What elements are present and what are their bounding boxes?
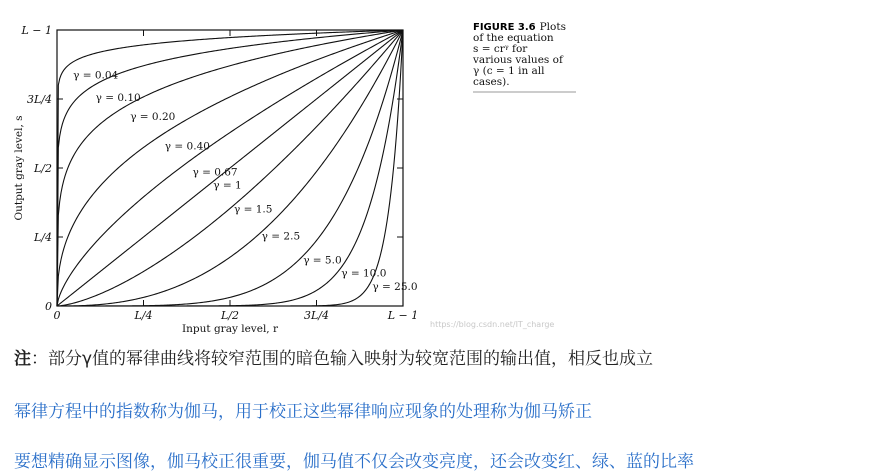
gamma-label: γ = 1.5 <box>234 203 273 216</box>
y-tick-label: L/4 <box>33 231 52 244</box>
y-tick-label: 0 <box>45 300 52 313</box>
x-tick-label: L/4 <box>134 309 153 322</box>
caption-head: FIGURE 3.6 <box>473 22 536 33</box>
note-line-1 <box>14 344 653 369</box>
caption-line-4: γ (c = 1 in all <box>473 65 545 77</box>
gamma-label: γ = 0.20 <box>130 110 176 123</box>
y-tick-label: L/2 <box>33 162 52 175</box>
plot-area <box>13 24 418 335</box>
gamma-label: γ = 1 <box>213 179 242 192</box>
caption-line-3: various values of <box>473 54 563 66</box>
gamma-label: γ = 25.0 <box>372 281 418 294</box>
note-line-2: 幂律方程中的指数称为伽马，用于校正这些幂律响应现象的处理称为伽马矫正 <box>14 402 592 422</box>
gamma-label: γ = 0.04 <box>73 69 119 82</box>
figure-caption <box>472 21 576 92</box>
gamma-label: γ = 10.0 <box>341 267 387 280</box>
gamma-label: γ = 5.0 <box>303 254 342 267</box>
gamma-label: γ = 0.67 <box>192 166 238 179</box>
caption-line-0: Plots <box>539 21 566 33</box>
note-line-1-text: ：部分γ值的幂律曲线将较窄范围的暗色输入映射为较宽范围的输出值，相反也成立 <box>31 349 654 369</box>
x-tick-label: 0 <box>53 309 61 322</box>
x-tick-label: L − 1 <box>387 309 419 322</box>
x-axis-title: Input gray level, r <box>182 323 278 335</box>
watermark: https://blog.csdn.net/IT_charge <box>430 320 555 329</box>
caption-line-2: s = crᵞ for <box>473 43 528 55</box>
note-label: 注 <box>14 349 31 369</box>
y-axis-title: Output gray level, s <box>13 115 25 221</box>
y-tick-label: 3L/4 <box>26 93 52 106</box>
x-tick-label: 3L/4 <box>303 309 330 322</box>
gamma-label: γ = 0.40 <box>164 140 210 153</box>
caption-line-5: cases). <box>473 76 510 88</box>
note-line-3: 要想精确显示图像，伽马校正很重要，伽马值不仅会改变亮度，还会改变红、绿、蓝的比率 <box>14 452 694 472</box>
x-tick-label: L/2 <box>220 309 240 322</box>
caption-line-1: of the equation <box>473 32 554 44</box>
y-tick-label: L − 1 <box>21 24 52 37</box>
gamma-label: γ = 0.10 <box>95 91 141 104</box>
gamma-label: γ = 2.5 <box>261 230 301 243</box>
